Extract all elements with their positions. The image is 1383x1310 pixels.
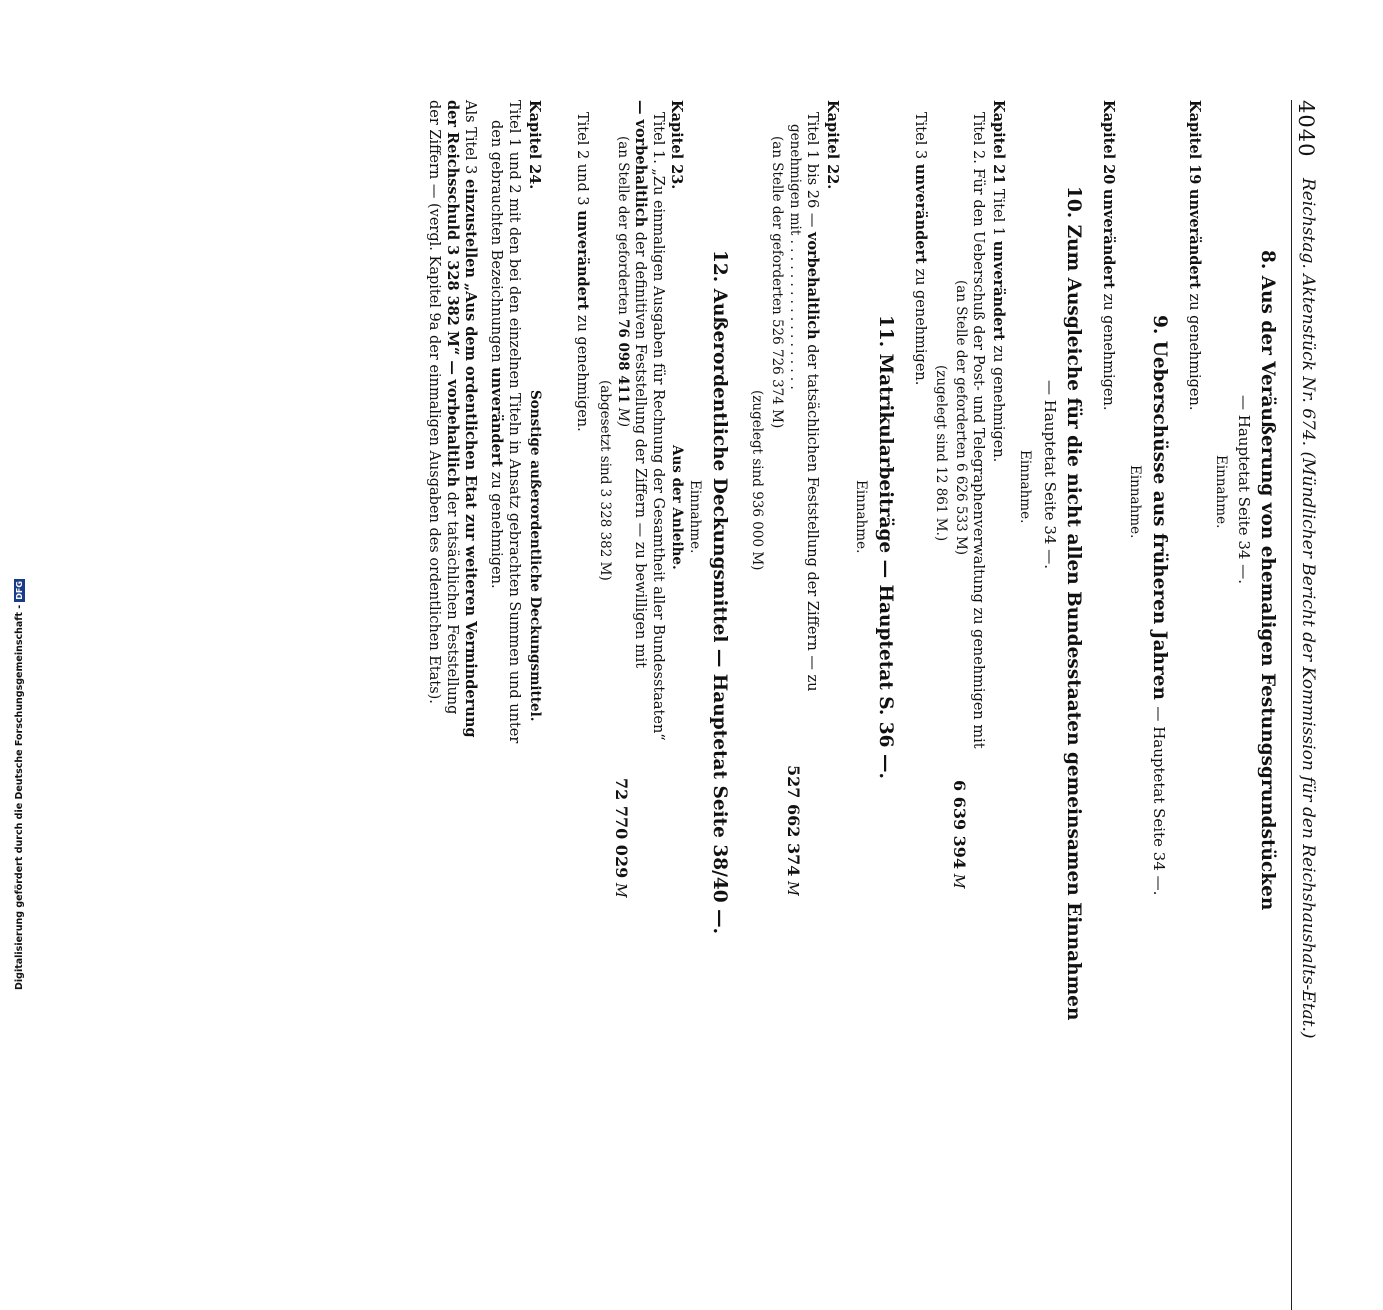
section-10-titel-2: Titel 2. Für den Ueberschuß der Post- und Telegraphenverwaltung zu genehmigen mit	[970, 112, 986, 749]
section-12-paren-2: (abgesetzt sind 3 328 382 M)	[597, 380, 613, 581]
section-12-title: 12. Außerordentliche Deckungsmittel — Hauptetat Seite 38/40 —.	[709, 250, 730, 935]
section-12-k24-line-1: Titel 1 und 2 mit den bei den einzelnen Titeln in Ansatz gebrachten Summen und unter	[506, 100, 522, 744]
section-10-kapitel-21: Kapitel 21 Titel 1 unverändert zu genehmigen.	[990, 100, 1007, 463]
section-10-einnahme: Einnahme.	[1017, 450, 1033, 524]
section-9-title: 9. Ueberschüsse aus früheren Jahren — Hauptetat Seite 34 —.	[1149, 315, 1170, 896]
section-9-einnahme: Einnahme.	[1127, 465, 1143, 539]
section-12-amount: 72 770 029 M	[612, 778, 631, 898]
section-12-anleihe: Aus der Anleihe.	[669, 445, 685, 570]
section-12-kapitel-24-sub: Sonstige außerordentliche Deckungsmittel.	[527, 390, 543, 722]
section-9-kapitel-20: Kapitel 20 unverändert zu genehmigen.	[1100, 100, 1117, 411]
dfg-logo: DFG	[15, 581, 24, 600]
digitization-note	[14, 579, 25, 990]
section-12-k24-line-3: Als Titel 3 einzustellen „Aus dem ordentlichen Etat zur weiteren Verminderung	[462, 100, 479, 738]
section-10-paren-1: (an Stelle der geforderten 6 626 533 M)	[953, 280, 969, 556]
section-8-subtitle: — Hauptetat Seite 34 —.	[1235, 395, 1253, 584]
section-10-subtitle: — Hauptetat Seite 34 —.	[1041, 380, 1059, 569]
section-11-einnahme: Einnahme.	[853, 480, 869, 554]
section-10-titel-3: Titel 3 unverändert zu genehmigen.	[912, 112, 929, 386]
section-12-einnahme: Einnahme.	[687, 480, 703, 554]
digitization-text: Digitalisierung gefördert durch die Deutsche Forschungsgemeinschaft -	[14, 604, 25, 990]
section-8-einnahme: Einnahme.	[1213, 455, 1229, 529]
section-11-amount: 527 662 374 M	[784, 765, 803, 896]
header-rule	[1291, 100, 1292, 1310]
section-12-kapitel-24: Kapitel 24.	[526, 100, 543, 190]
section-12-paren-1: (an Stelle der geforderten 76 098 411 M)	[615, 136, 631, 427]
running-title: Reichstag. Aktenstück Nr. 674. (Mündlicher Bericht der Kommission für den Reichshaushalts-Etat.)	[1298, 178, 1318, 1039]
section-11-title: 11. Matrikularbeiträge — Hauptetat S. 36 —.	[875, 315, 896, 779]
section-12-k24-line-5: der Ziffern — (vergl. Kapitel 9a der einmaligen Ausgaben des ordentlichen Etats).	[426, 100, 442, 704]
section-11-genehmigen: genehmigen mit . . . . . . . . . . . . . . . . . .	[787, 124, 803, 390]
section-11-kapitel-22: Kapitel 22.	[824, 100, 841, 190]
section-12-k24-line-2: den gebrauchten Bezeichnungen unverändert zu genehmigen.	[488, 120, 505, 589]
section-11-paren-1: (an Stelle der geforderten 526 726 374 M)	[769, 136, 785, 429]
section-10-title: 10. Zum Ausgleiche für die nicht allen Bundesstaaten gemeinsamen Einnahmen	[1063, 186, 1084, 1021]
page-number: 4040	[1294, 100, 1318, 158]
section-12-titel-2-3: Titel 2 und 3 unverändert zu genehmigen.	[574, 112, 591, 432]
section-12-titel-1-line-2: — vorbehaltlich der definitiven Feststellung der Ziffern — zu bewilligen mit	[632, 100, 649, 669]
section-12-titel-1-line-1: Titel 1. „Zu einmaligen Ausgaben für Rechnung der Gesamtheit aller Bundesstaaten“	[650, 112, 666, 741]
section-10-paren-2: (zugelegt sind 12 861 M.)	[933, 365, 949, 542]
section-8-kapitel-19: Kapitel 19 unverändert zu genehmigen.	[1186, 100, 1203, 411]
section-12-kapitel-23: Kapitel 23.	[668, 100, 685, 190]
section-11-paren-2: (zugelegt sind 936 000 M)	[749, 390, 765, 571]
section-12-k24-line-4: der Reichsschuld 3 328 382 M“ — vorbehaltlich der tatsächlichen Feststellung	[444, 100, 461, 715]
section-10-titel-2-amount: 6 639 394 M	[950, 780, 969, 889]
section-11-titel-1: Titel 1 bis 26 — vorbehaltlich der tatsächlichen Feststellung der Ziffern — zu	[804, 112, 821, 692]
section-8-title: 8. Aus der Veräußerung von ehemaligen Festungsgrundstücken	[1257, 250, 1278, 911]
document-page	[60, 100, 1320, 1039]
